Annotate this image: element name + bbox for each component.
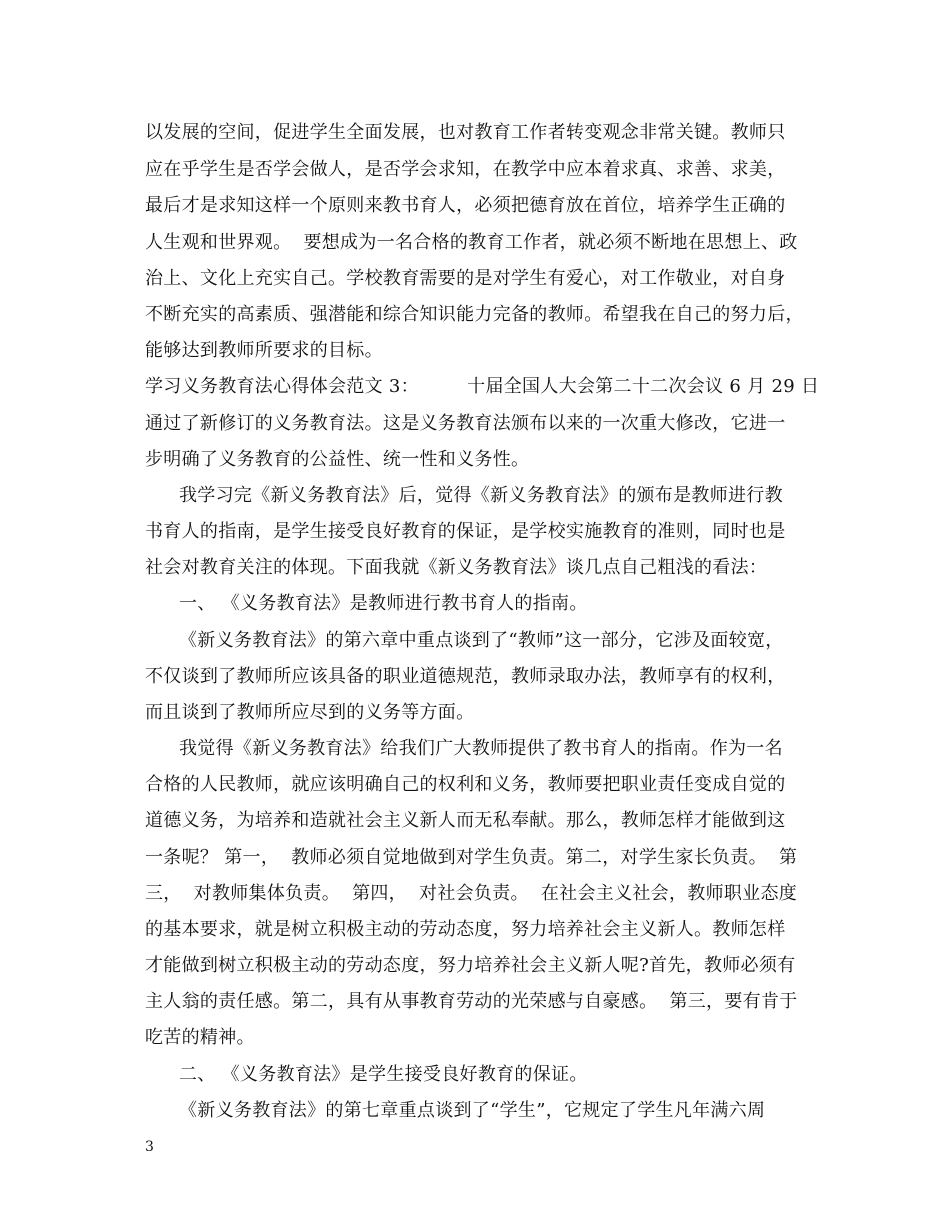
text-line: 合格的人民教师，就应该明确自己的权利和义务，教师要把职业责任变成自觉的 [145,774,786,795]
text-line: 才能做到树立积极主动的劳动态度，努力培养社会主义新人呢?首先，教师必须有 [145,955,796,976]
list-heading-line: 一、 《义务教育法》是教师进行教书育人的指南。 [179,593,588,614]
text-line: 书育人的指南，是学生接受良好教育的保证，是学校实施教育的准则，同时也是 [145,521,786,542]
list-heading-line: 二、 《义务教育法》是学生接受良好教育的保证。 [179,1064,588,1085]
text-line: 《新义务教育法》的第六章中重点谈到了“教师”这一部分，它涉及面较宽， [179,630,784,651]
text-line: 不仅谈到了教师所应该具备的职业道德规范，教师录取办法，教师享有的权利， [145,666,786,687]
text-line: 的基本要求，就是树立积极主动的劳动态度，努力培养社会主义新人。教师怎样 [145,919,786,940]
text-line: 不断充实的高素质、强潜能和综合知识能力完备的教师。希望我在自己的努力后， [145,304,804,325]
text-line: 步明确了义务教育的公益性、统一性和义务性。 [145,449,530,470]
text-line: 我觉得《新义务教育法》给我们广大教师提供了教书育人的指南。作为一名 [179,738,783,759]
section-heading-line: 学习义务教育法心得体会范文 3： 十届全国人大会第二十二次会议 6 月 29 日 [145,376,820,397]
text-line: 人生观和世界观。 要想成为一名合格的教育工作者，就必须不断地在思想上、政 [145,232,798,253]
text-line: 应在乎学生是否学会做人，是否学会求知，在教学中应本着求真、求善、求美， [145,159,786,180]
text-line: 通过了新修订的义务教育法。这是义务教育法颁布以来的一次重大修改，它进一 [145,413,786,434]
text-line: 我学习完《新义务教育法》后，觉得《新义务教育法》的颁布是教师进行教 [179,485,783,506]
text-line: 以发展的空间，促进学生全面发展，也对教育工作者转变观念非常关键。教师只 [145,122,786,143]
text-line: 而且谈到了教师所应尽到的义务等方面。 [145,702,475,723]
text-line: 最后才是求知这样一个原则来教书育人，必须把德育放在首位，培养学生正确的 [145,195,786,216]
text-line: 道德义务，为培养和造就社会主义新人而无私奉献。那么，教师怎样才能做到这 [145,810,786,831]
text-line: 治上、文化上充实自己。学校教育需要的是对学生有爱心，对工作敬业，对自身 [145,268,786,289]
page-number: 3 [145,1139,154,1155]
text-line: 三， 对教师集体负责。 第四， 对社会负责。 在社会主义社会，教师职业态度 [145,883,798,904]
text-line: 吃苦的精神。 [145,1027,255,1048]
text-line: 主人翁的责任感。第二，具有从事教育劳动的光荣感与自豪感。 第三，要有肯于 [145,991,798,1012]
text-line: 一条呢？ 第一， 教师必须自觉地做到对学生负责。第二，对学生家长负责。 第 [145,847,798,868]
text-line: 能够达到教师所要求的目标。 [145,340,383,361]
text-line: 《新义务教育法》的第七章重点谈到了“学生”，它规定了学生凡年满六周 [179,1100,766,1121]
text-line: 社会对教育关注的体现。下面我就《新义务教育法》谈几点自己粗浅的看法： [145,557,768,578]
